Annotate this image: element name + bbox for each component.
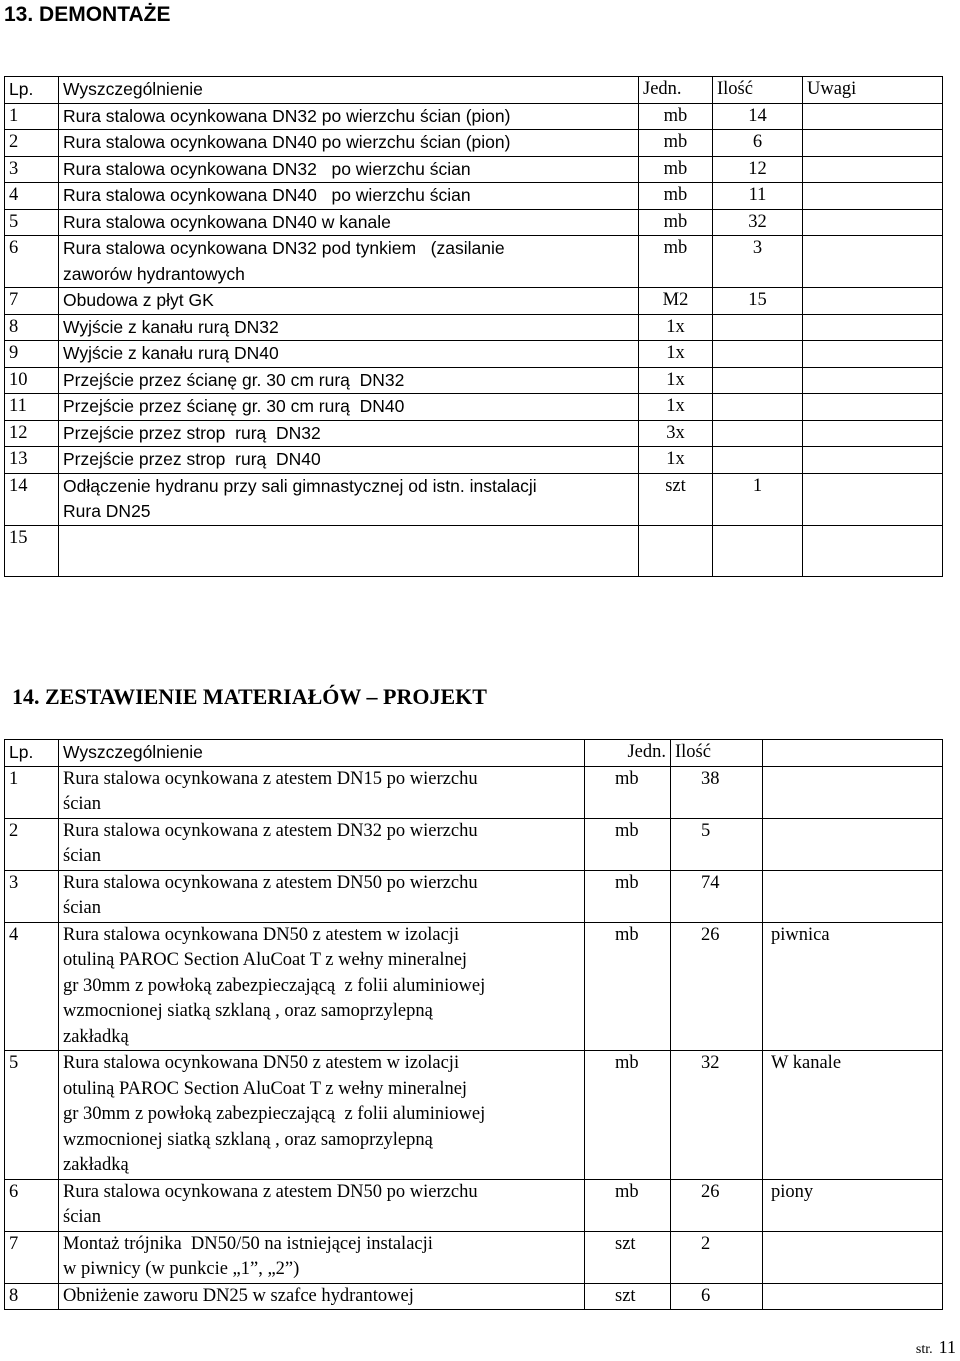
description-line: otuliną PAROC Section AluCoat T z wełny mineralnej — [63, 950, 468, 970]
description-line: Rura stalowa ocynkowana z atestem DN15 po wierzchu — [63, 768, 478, 789]
row-quantity — [713, 341, 803, 368]
row-notes: W kanale — [763, 1051, 943, 1180]
description-line: Rura DN25 — [63, 501, 151, 521]
row-lp: 5 — [5, 209, 59, 236]
table-row — [5, 818, 943, 870]
row-description — [59, 288, 639, 315]
row-notes — [803, 236, 943, 288]
row-quantity — [713, 447, 803, 474]
row-quantity: 12 — [713, 156, 803, 183]
table-row — [5, 394, 943, 421]
table-row — [5, 870, 943, 922]
header-unit: Jedn. — [639, 77, 713, 104]
description-line: otuliną PAROC Section AluCoat T z wełny mineralnej — [63, 1078, 468, 1099]
row-quantity: 38 — [671, 766, 763, 818]
row-unit: mb — [639, 103, 713, 130]
row-unit: 1x — [639, 341, 713, 368]
description-line: Przejście przez ścianę gr. 30 cm rurą DN40 — [63, 396, 405, 416]
row-quantity — [713, 314, 803, 341]
header-notes — [763, 740, 943, 767]
page-label: str. — [915, 1342, 933, 1357]
row-description — [59, 209, 639, 236]
table-row — [5, 314, 943, 341]
row-quantity: 26 — [671, 1179, 763, 1231]
section-13-title: 13. DEMONTAŻE — [4, 3, 171, 26]
table-row — [5, 473, 943, 525]
row-quantity — [713, 525, 803, 576]
row-lp: 2 — [5, 130, 59, 157]
row-unit: szt — [585, 1231, 671, 1283]
row-notes — [803, 447, 943, 474]
description-line: zakładką — [63, 1155, 129, 1175]
row-quantity: 26 — [671, 922, 763, 1051]
row-unit: M2 — [639, 288, 713, 315]
row-notes — [803, 420, 943, 447]
table-row — [5, 1051, 943, 1180]
row-lp: 3 — [5, 870, 59, 922]
table-header-row — [5, 77, 943, 104]
row-unit: szt — [585, 1283, 671, 1310]
row-description — [59, 525, 639, 576]
row-notes: piwnica — [763, 922, 943, 1051]
row-quantity: 74 — [671, 870, 763, 922]
row-description — [59, 420, 639, 447]
row-description — [59, 341, 639, 368]
description-line: Rura stalowa ocynkowana DN50 z atestem w izolacji — [63, 1053, 460, 1073]
row-lp: 10 — [5, 367, 59, 394]
description-line: Montaż trójnika DN50/50 na istniejącej instalacji — [63, 1233, 433, 1254]
row-description — [59, 236, 639, 288]
row-notes — [803, 367, 943, 394]
row-description — [59, 1051, 585, 1180]
description-line: gr 30mm z powłoką zabezpieczającą z folii aluminiowej — [63, 1104, 486, 1124]
row-unit — [639, 525, 713, 576]
header-description: Wyszczególnienie — [59, 77, 639, 104]
row-quantity: 1 — [713, 473, 803, 525]
row-lp: 4 — [5, 183, 59, 210]
row-unit: mb — [585, 870, 671, 922]
row-quantity: 15 — [713, 288, 803, 315]
row-description — [59, 818, 585, 870]
description-line: zaworów hydrantowych — [63, 263, 245, 284]
description-line: gr 30mm z powłoką zabezpieczającą z folii aluminiowej — [63, 975, 486, 996]
description-line: Rura stalowa ocynkowana DN40 po wierzchu ścian (pion) — [63, 132, 511, 152]
description-line: Rura stalowa ocynkowana DN32 po wierzchu ścian (pion) — [63, 105, 511, 126]
row-quantity: 6 — [713, 130, 803, 157]
row-lp: 15 — [5, 525, 59, 576]
row-description — [59, 870, 585, 922]
row-lp: 12 — [5, 420, 59, 447]
row-lp: 4 — [5, 922, 59, 1051]
row-quantity: 3 — [713, 236, 803, 288]
description-line: Odłączenie hydranu przy sali gimnastycznej od istn. instalacji — [63, 475, 537, 496]
description-line: Obudowa z płyt GK — [63, 290, 214, 310]
description-line: zakładką — [63, 1026, 129, 1047]
description-line: Rura stalowa ocynkowana DN40 po wierzchu ścian — [63, 185, 471, 205]
description-line: ścian — [63, 898, 102, 918]
row-lp: 5 — [5, 1051, 59, 1180]
header-description: Wyszczególnienie — [59, 740, 585, 767]
page-value: 11 — [938, 1337, 956, 1357]
description-line: ścian — [63, 846, 102, 866]
description-line: Wyjście z kanału rurą DN32 — [63, 316, 279, 337]
row-lp: 1 — [5, 766, 59, 818]
table-row — [5, 447, 943, 474]
row-unit: 1x — [639, 367, 713, 394]
row-notes — [803, 156, 943, 183]
description-line: w piwnicy (w punkcie „1”, „2”) — [63, 1259, 300, 1279]
table-row — [5, 766, 943, 818]
row-unit: mb — [585, 922, 671, 1051]
row-notes — [803, 341, 943, 368]
row-notes — [803, 288, 943, 315]
row-notes — [803, 314, 943, 341]
row-description — [59, 1283, 585, 1310]
header-notes: Uwagi — [803, 77, 943, 104]
table-row — [5, 341, 943, 368]
row-quantity: 11 — [713, 183, 803, 210]
row-notes — [803, 394, 943, 421]
row-unit: mb — [585, 1179, 671, 1231]
row-unit: szt — [639, 473, 713, 525]
section-14-title: 14. ZESTAWIENIE MATERIAŁÓW – PROJEKT — [12, 684, 487, 709]
row-quantity: 6 — [671, 1283, 763, 1310]
table-row — [5, 156, 943, 183]
row-description — [59, 922, 585, 1051]
row-notes — [803, 103, 943, 130]
header-lp: Lp. — [5, 77, 59, 104]
row-description — [59, 766, 585, 818]
row-notes — [803, 130, 943, 157]
row-lp: 7 — [5, 1231, 59, 1283]
description-line: wzmocnionej siatką szklaną , oraz samoprzylepną — [63, 1001, 433, 1021]
row-notes — [763, 818, 943, 870]
table-row — [5, 367, 943, 394]
page-number — [916, 1336, 956, 1361]
description-line: Przejście przez ścianę gr. 30 cm rurą DN32 — [63, 369, 405, 390]
row-quantity: 14 — [713, 103, 803, 130]
row-unit: 1x — [639, 314, 713, 341]
row-quantity — [713, 367, 803, 394]
table-row — [5, 103, 943, 130]
row-lp: 7 — [5, 288, 59, 315]
description-line: Rura stalowa ocynkowana DN50 z atestem w izolacji — [63, 924, 460, 945]
materials-table — [4, 739, 943, 1310]
row-description — [59, 367, 639, 394]
description-line: Rura stalowa ocynkowana DN40 w kanale — [63, 211, 391, 232]
row-notes — [803, 209, 943, 236]
row-notes — [803, 183, 943, 210]
row-quantity — [713, 394, 803, 421]
table-row — [5, 525, 943, 576]
row-lp: 11 — [5, 394, 59, 421]
row-notes — [763, 766, 943, 818]
description-line: ścian — [63, 794, 102, 814]
row-quantity — [713, 420, 803, 447]
row-unit: mb — [639, 236, 713, 288]
row-unit: mb — [585, 766, 671, 818]
row-unit: mb — [639, 183, 713, 210]
description-line: wzmocnionej siatką szklaną , oraz samoprzylepną — [63, 1129, 433, 1150]
row-description — [59, 314, 639, 341]
row-notes — [763, 1283, 943, 1310]
row-description — [59, 1179, 585, 1231]
description-line: Wyjście z kanału rurą DN40 — [63, 343, 279, 363]
row-description — [59, 103, 639, 130]
row-description — [59, 394, 639, 421]
row-unit: mb — [585, 1051, 671, 1180]
header-lp: Lp. — [5, 740, 59, 767]
row-description — [59, 473, 639, 525]
row-unit: mb — [639, 130, 713, 157]
row-lp: 6 — [5, 236, 59, 288]
table-row — [5, 209, 943, 236]
description-line: Przejście przez strop rurą DN40 — [63, 449, 321, 469]
header-quantity: Ilość — [671, 740, 763, 767]
row-notes — [803, 473, 943, 525]
row-lp: 13 — [5, 447, 59, 474]
row-description — [59, 183, 639, 210]
row-lp: 8 — [5, 314, 59, 341]
table-row — [5, 922, 943, 1051]
header-quantity: Ilość — [713, 77, 803, 104]
table-row — [5, 1179, 943, 1231]
description-line: Rura stalowa ocynkowana DN32 po wierzchu ścian — [63, 158, 471, 179]
row-lp: 8 — [5, 1283, 59, 1310]
description-line: ścian — [63, 1207, 102, 1227]
description-line: Obniżenie zaworu DN25 w szafce hydrantowej — [63, 1285, 414, 1306]
description-line: Rura stalowa ocynkowana DN32 pod tynkiem (zasilanie — [63, 238, 505, 258]
row-notes — [763, 870, 943, 922]
row-unit: 1x — [639, 394, 713, 421]
row-unit: 3x — [639, 420, 713, 447]
row-lp: 1 — [5, 103, 59, 130]
row-unit: mb — [585, 818, 671, 870]
row-quantity: 2 — [671, 1231, 763, 1283]
table-row — [5, 183, 943, 210]
row-unit: mb — [639, 156, 713, 183]
row-notes — [803, 525, 943, 576]
row-description — [59, 156, 639, 183]
row-notes — [763, 1231, 943, 1283]
description-line: Rura stalowa ocynkowana z atestem DN50 po wierzchu — [63, 872, 478, 893]
table-row — [5, 1231, 943, 1283]
table-row — [5, 1283, 943, 1310]
table-header-row — [5, 740, 943, 767]
row-unit: mb — [639, 209, 713, 236]
row-description — [59, 447, 639, 474]
table-row — [5, 236, 943, 288]
description-line: Rura stalowa ocynkowana z atestem DN32 po wierzchu — [63, 820, 478, 841]
row-quantity: 32 — [671, 1051, 763, 1180]
row-unit: 1x — [639, 447, 713, 474]
table-row — [5, 288, 943, 315]
table-row — [5, 420, 943, 447]
description-line: Rura stalowa ocynkowana z atestem DN50 po wierzchu — [63, 1181, 478, 1202]
row-quantity: 5 — [671, 818, 763, 870]
row-lp: 6 — [5, 1179, 59, 1231]
row-notes: piony — [763, 1179, 943, 1231]
row-description — [59, 130, 639, 157]
row-description — [59, 1231, 585, 1283]
demolition-table — [4, 76, 943, 577]
table-row — [5, 130, 943, 157]
row-lp: 14 — [5, 473, 59, 525]
row-lp: 9 — [5, 341, 59, 368]
row-quantity: 32 — [713, 209, 803, 236]
row-lp: 2 — [5, 818, 59, 870]
row-lp: 3 — [5, 156, 59, 183]
description-line: Przejście przez strop rurą DN32 — [63, 422, 321, 443]
header-unit: Jedn. — [585, 740, 671, 767]
